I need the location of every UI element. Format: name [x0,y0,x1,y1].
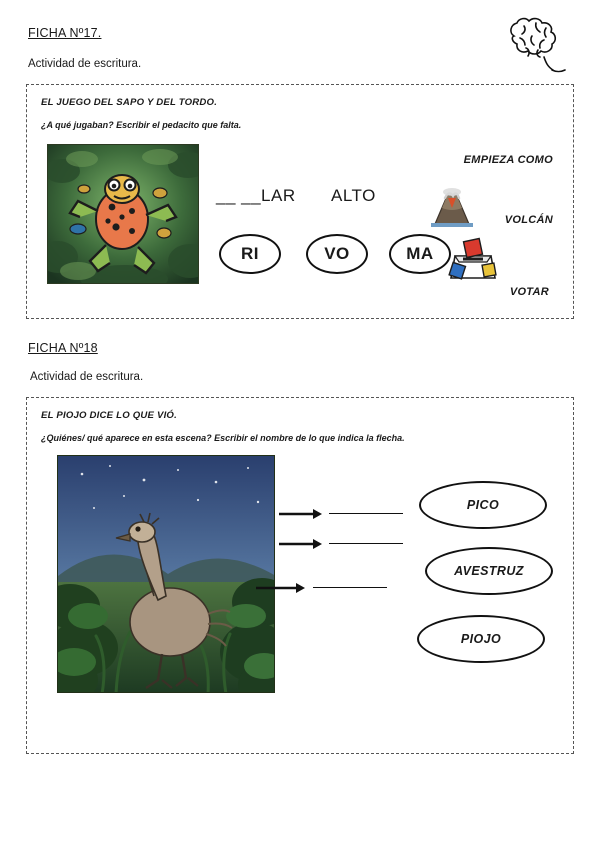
word-bank-piojo[interactable]: PIOJO [417,615,545,663]
answer-line-3[interactable] [313,587,387,588]
pointer-arrow-3 [256,581,306,593]
activity-body-18 [41,453,559,743]
page-subtitle-18: Actividad de escritura. [30,371,144,383]
page-title-17: FICHA Nº17. [28,26,102,40]
activity-box-18 [26,397,574,754]
pointer-arrow-1 [279,507,323,519]
volcano-icon [429,186,475,228]
activity-prompt-18: ¿Quiénes/ qué aparece en esta escena? Escribir el nombre de lo que indica la flecha. [41,433,405,443]
page-title-18: FICHA Nº18 [28,341,98,355]
second-word-17: ALTO [331,186,376,205]
syllable-option-vo[interactable]: VO [306,234,368,274]
frog-jungle-illustration [47,144,199,284]
syllable-option-ri[interactable]: RI [219,234,281,274]
activity-body-17 [41,138,559,308]
hint-label-empieza-como: EMPIEZA COMO [463,154,553,166]
syllable-option-ma[interactable]: MA [389,234,451,274]
activity-box-17 [26,84,574,319]
page-subtitle-17: Actividad de escritura. [28,58,142,70]
brain-outline-icon [500,14,572,76]
word-bank-avestruz[interactable]: AVESTRUZ [425,547,553,595]
answer-line-1[interactable] [329,513,403,514]
answer-line-2[interactable] [329,543,403,544]
hint-word-volcan: VOLCÁN [504,214,553,226]
ballot-box-icon [447,236,499,282]
activity-heading-17: EL JUEGO DEL SAPO Y DEL TORDO. [41,97,218,108]
emu-jungle-illustration [57,455,275,693]
activity-heading-18: EL PIOJO DICE LO QUE VIÓ. [41,410,177,421]
pointer-arrow-2 [279,537,323,549]
activity-prompt-17: ¿A qué jugaban? Escribir el pedacito que falta. [41,120,242,130]
blank-word-17: __ __LAR [216,186,296,205]
hint-word-votar: VOTAR [509,286,549,298]
word-bank-pico[interactable]: PICO [419,481,547,529]
